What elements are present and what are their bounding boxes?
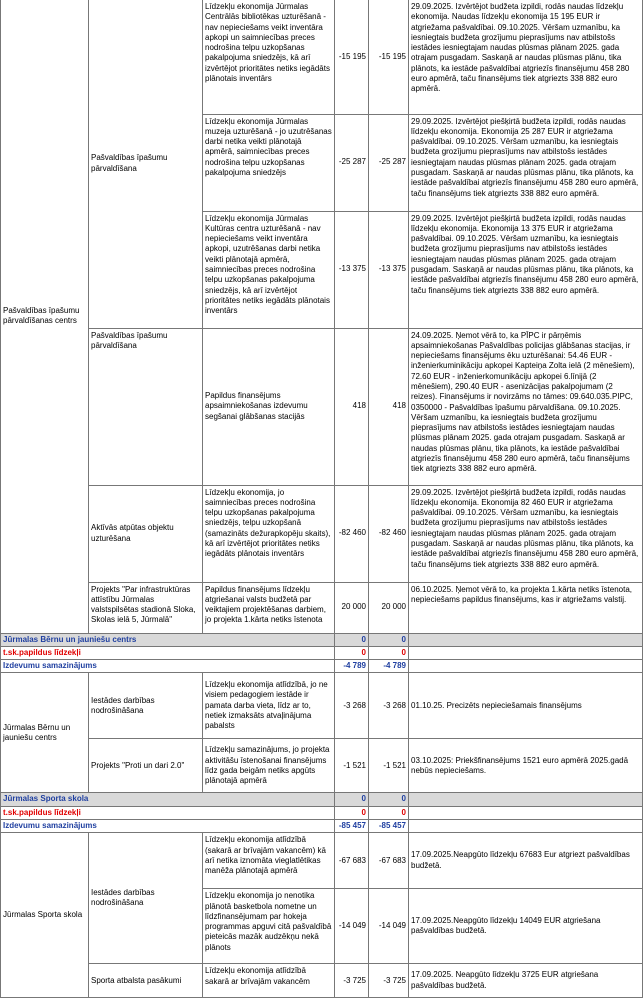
- empty-cell: [409, 793, 643, 806]
- note-cell: 06.10.2025. Ņemot vērā to, ka projekta 1.kārta netiks īstenota, nepieciešams papildus finansējums, kas ir atgriežams valstij.: [409, 582, 643, 633]
- program-cell: Projekts "Proti un dari 2.0": [89, 739, 203, 793]
- institution-cell: Jūrmalas Bērnu un jauniešu centrs: [1, 673, 89, 793]
- note-cell: 29.09.2025. Izvērtējot piešķirtā budžeta izpildi, rodās naudas līdzekļu ekonomija. Ekonomija 82 460 EUR ir atgriežama pašvaldībai. 09.10.2025. Vēršam uzmanību, ka iesniegtais budžeta grozījumu pieprasījums nav atbilstošs iestādes iesniegtajam naudas plūsmas plānam 2025. gada otrajam pusgadam. Saskaņā ar naudas plūsmas plānu, tika plānots, ka iestāde pašvaldībai atgriezīs finansējumu 458 280 euro apmērā, taču finansējums tiek atgriezts 338 882 euro apmērā.: [409, 485, 643, 582]
- program-cell: Projekts "Par infrastruktūras attīstību Jūrmalas valstspilsētas stadionā Sloka, Skolas ielā 5, Jūrmalā": [89, 582, 203, 633]
- description-cell: Līdzekļu ekonomija atlīdzībā sakarā ar brīvajām vakancēm: [203, 964, 335, 998]
- description-cell: Papildus finansējums līdzekļu atgriešanai valsts budžetā par veiktajiem projektēšanas darbiem, jo projekta 1.kārta netiks īstenota: [203, 582, 335, 633]
- amount-cell: -13 375: [335, 211, 369, 328]
- amount-cell: -85 457: [369, 819, 409, 832]
- program-cell: Aktīvās atpūtas objektu uzturēšana: [89, 485, 203, 582]
- table-row: [1, 0, 643, 114]
- empty-cell: [409, 819, 643, 832]
- amount-cell: 0: [369, 793, 409, 806]
- summary-row: [1, 793, 643, 806]
- amount-cell: -25 287: [335, 114, 369, 211]
- amount-cell: -3 268: [335, 673, 369, 739]
- program-cell: Iestādes darbības nodrošināšana: [89, 833, 203, 964]
- amount-cell: -3 268: [369, 673, 409, 739]
- amount-cell: 20 000: [335, 582, 369, 633]
- amount-cell: 0: [335, 646, 369, 659]
- amount-cell: 418: [369, 328, 409, 485]
- description-cell: Līdzekļu ekonomija Jūrmalas muzeja uzturēšanā - jo uzutrēšanas darbi netika veikti plānotajā apmērā, saimniecības preces nodrošina telpu uzkopšanas pakalpojuma sniedzējs: [203, 114, 335, 211]
- institution-total-label: Jūrmalas Bērnu un jauniešu centrs: [1, 633, 335, 646]
- additional-funds-label: t.sk.papildus līdzekļi: [1, 806, 335, 819]
- amount-cell: -14 049: [369, 889, 409, 964]
- table-row: [1, 582, 643, 633]
- amount-cell: -67 683: [335, 833, 369, 889]
- program-cell: Pašvaldības īpašumu pārvaldīšana: [89, 328, 203, 485]
- table-row: [1, 485, 643, 582]
- program-cell: Pašvaldības īpašumu pārvaldīšana: [89, 0, 203, 328]
- empty-cell: [409, 660, 643, 673]
- description-cell: Līdzekļu ekonomija atlīdzībā, jo ne visiem pedagogiem iestāde ir pamata darba vieta, līdz ar to, netiek izmaksāts atvaļinājuma pabalsts: [203, 673, 335, 739]
- amount-cell: 20 000: [369, 582, 409, 633]
- amount-cell: -13 375: [369, 211, 409, 328]
- description-cell: Līdzekļu samazinājums, jo projekta aktivitāšu īstenošanai finansējums līdz gada beigām netiks apgūts plānotajā apmērā: [203, 739, 335, 793]
- additional-funds-label: t.sk.papildus līdzekļi: [1, 646, 335, 659]
- amount-cell: -1 521: [335, 739, 369, 793]
- note-cell: 29.09.2025. Izvērtējot piešķirtā budžeta izpildi, rodās naudas līdzekļu ekonomija. Ekonomija 25 287 EUR ir atgriežama pašvaldībai. 09.10.2025. Vēršam uzmanību, ka iesniegtais budžeta grozījumu pieprasījums nav atbilstošs iestādes iesniegtajam naudas plūsmas plānam 2025. gada otrajam pusgadam. Saskaņā ar naudas plūsmas plānu, tika plānots, ka iestāde pašvaldībai atgriezīs finansējumu 458 280 euro apmērā, taču finansējums tiek atgriezts 338 882 euro apmērā.: [409, 114, 643, 211]
- amount-cell: -15 195: [335, 0, 369, 114]
- amount-cell: -15 195: [369, 0, 409, 114]
- description-cell: Līdzekļu ekonomija atlīdzībā (sakarā ar brīvajām vakancēm) kā arī netika iznomāta vieglatlētikas manēža plānotajā apmērā: [203, 833, 335, 889]
- institution-cell: Jūrmalas Sporta skola: [1, 833, 89, 998]
- institution-cell: Pašvaldības īpašumu pārvaldīšanas centrs: [1, 0, 89, 633]
- table-row: [1, 964, 643, 998]
- empty-cell: [409, 806, 643, 819]
- amount-cell: 0: [369, 806, 409, 819]
- description-cell: Līdzekļu ekonomija, jo saimniecības preces nodrošina telpu uzkopšanas pakalpojuma sniedzējs, telpu uzkopšanā (samazināts dežurapkopēju skaits), kā arī izvērtējot prioritātes netiks iegādāts plānotais inventārs: [203, 485, 335, 582]
- program-cell: Sporta atbalsta pasākumi: [89, 964, 203, 998]
- empty-cell: [409, 646, 643, 659]
- amount-cell: -3 725: [335, 964, 369, 998]
- amount-cell: -1 521: [369, 739, 409, 793]
- note-cell: 01.10.25. Precizēts nepieciešamais finansējums: [409, 673, 643, 739]
- amount-cell: 418: [335, 328, 369, 485]
- amount-cell: -25 287: [369, 114, 409, 211]
- description-cell: Papildus finansējums apsaimniekošanas izdevumu segšanai glābšanas stacijās: [203, 328, 335, 485]
- amount-cell: -82 460: [335, 485, 369, 582]
- amount-cell: 0: [369, 646, 409, 659]
- table-row: [1, 739, 643, 793]
- amount-cell: -14 049: [335, 889, 369, 964]
- empty-cell: [409, 633, 643, 646]
- note-cell: 17.09.2025.Neapgūto līdzekļu 67683 Eur atgriezt pašvaldības budžetā.: [409, 833, 643, 889]
- expense-reduction-label: Izdevumu samazinājums: [1, 819, 335, 832]
- amount-cell: 0: [335, 806, 369, 819]
- amount-cell: 0: [335, 793, 369, 806]
- description-cell: Līdzekļu ekonomija Jūrmalas Kultūras centra uzturēšanā - nav nepieciešams veikt inventāra apkopi, uzutrēšanas darbi netika veikti plānotajā apmērā, saimniecības preces nodrošina telpu uzkopšanas pakalpojuma sniedzējs, kā arī izvērtējot prioritātes netiks iegādāts plānotais inventārs: [203, 211, 335, 328]
- amount-cell: -4 789: [369, 660, 409, 673]
- note-cell: 24.09.2025. Ņemot vērā to, ka PĪPC ir pārņēmis apsaimniekošanas Pašvaldības policijas glābšanas stacijas, ir nepieciešams finansējums ēku uzturēšanai: 54.46 EUR - inženierkuminikāciju apkopei Kapteiņa Zolta ielā (2 mēnešiem), 72.60 EUR - inženierkomunikāciju apkopei 6.līnijā (2 mēnešiem), 290.40 EUR - asenizācijas pakalpojumam (2 reizes). Finansējums ir novirzāms no tāmes: 09.640.035.PIPC, 0350000 - Pašvaldības īpašumu pārvaldīšana. 09.10.2025. Vēršam uzmanību, ka iesniegtais budžeta grozījumu pieprasījums nav atbilstošs iestādes iesniegtajam naudas plūsmas plānam 2025. gada otrajam pusgadam. Saskaņā ar naudas plūsmas plānu, tika plānots, ka iestāde pašvaldībai atgriezīs finansējumu 458 280 euro apmērā, taču finansējums tiek atgriezts 338 882 euro apmērā.: [409, 328, 643, 485]
- amount-cell: -67 683: [369, 833, 409, 889]
- amount-cell: -3 725: [369, 964, 409, 998]
- note-cell: 17.09.2025.Neapgūto līdzekļu 14049 EUR atgriešana pašvaldības budžetā.: [409, 889, 643, 964]
- note-cell: 29.09.2025. Izvērtējot budžeta izpildi, rodās naudas līdzekļu ekonomija. Naudas līdzekļu ekonomija 15 195 EUR ir atgriežama pašvaldībai. 09.10.2025. Vēršam uzmanību, ka iesniegtais budžeta grozījumu pieprasījums nav atbilstošs iestādes iesniegtajam naudas plūsmas plānam 2025. gada otrajam pusgadam. Saskaņā ar naudas plūsmas plānu, tika plānots, ka iestāde pašvaldībai atgriezīs finansējumu 458 280 euro apmērā, taču finansējums tiek atgriezts 338 882 euro apmērā.: [409, 0, 643, 114]
- program-cell: Iestādes darbības nodrošināšana: [89, 673, 203, 739]
- institution-total-label: Jūrmalas Sporta skola: [1, 793, 335, 806]
- summary-row: [1, 660, 643, 673]
- amount-cell: -85 457: [335, 819, 369, 832]
- description-cell: Līdzekļu ekonomija jo nenotika plānotā basketbola nometne un līdzfinansējumam par hokeja programmas apguvi citā pašvaldībā pieteicās mazāk audzēkņu nekā plānots: [203, 889, 335, 964]
- table-row: [1, 673, 643, 739]
- table-row: [1, 328, 643, 485]
- amount-cell: 0: [335, 633, 369, 646]
- expense-reduction-label: Izdevumu samazinājums: [1, 660, 335, 673]
- note-cell: 03.10.2025: Priekšfinansējums 1521 euro apmērā 2025.gadā nebūs nepieciešams.: [409, 739, 643, 793]
- note-cell: 29.09.2025. Izvērtējot piešķirtā budžeta izpildi, rodās naudas līdzekļu ekonomija. Ekonomija 13 375 EUR ir atgriežama pašvaldībai. 09.10.2025. Vēršam uzmanību, ka iesniegtais budžeta grozījumu pieprasījums nav atbilstošs iestādes iesniegtajam naudas plūsmas plānam 2025. gada otrajam pusgadam. Saskaņā ar naudas plūsmas plānu, tika plānots, ka iestāde pašvaldībai atgriezīs finansējumu 458 280 euro apmērā, taču finansējums tiek atgriezts 338 882 euro apmērā.: [409, 211, 643, 328]
- note-cell: 17.09.2025. Neapgūto līdzekļu 3725 EUR atgriešana pašvaldības budžetā.: [409, 964, 643, 998]
- summary-row: [1, 646, 643, 659]
- summary-row: [1, 633, 643, 646]
- table-row: [1, 833, 643, 889]
- amount-cell: -82 460: [369, 485, 409, 582]
- summary-row: [1, 819, 643, 832]
- description-cell: Līdzekļu ekonomija Jūrmalas Centrālās bibliotēkas uzturēšanā - nav nepieciešams veikt inventāra apkopi un saimniecības preces nodrošina telpu uzkopšanas pakalpojuma sniedzējs, kā arī izvērtējot prioritātes netiks iegādāts plānotais inventārs: [203, 0, 335, 114]
- amount-cell: -4 789: [335, 660, 369, 673]
- amount-cell: 0: [369, 633, 409, 646]
- summary-row: [1, 806, 643, 819]
